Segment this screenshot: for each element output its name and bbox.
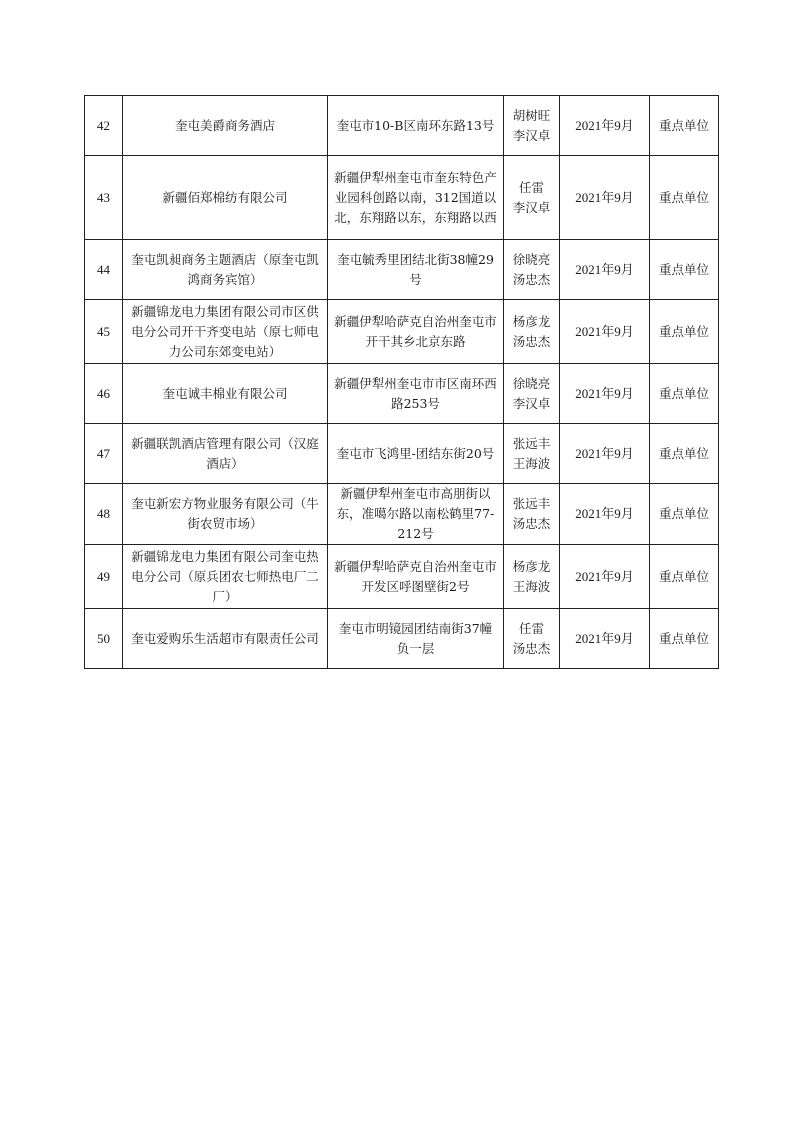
responsible-person: 杨彦龙 <box>512 558 551 574</box>
table-row <box>85 300 719 364</box>
unit-address: 奎屯市10-B区南环东路13号 <box>328 96 504 156</box>
row-number: 49 <box>85 545 123 609</box>
responsible-person: 李汉卓 <box>512 199 551 215</box>
responsible-person: 徐晓亮 <box>512 251 551 267</box>
record-date: 2021年9月 <box>560 364 650 424</box>
table-row <box>85 424 719 484</box>
responsible-person: 任雷 <box>518 179 544 195</box>
unit-address: 奎屯市飞鸿里-团结东街20号 <box>328 424 504 484</box>
record-date: 2021年9月 <box>560 484 650 545</box>
table-row <box>85 484 719 545</box>
responsible-person: 任雷 <box>518 620 544 636</box>
table-row <box>85 609 719 669</box>
row-number: 46 <box>85 364 123 424</box>
responsible-person: 李汉卓 <box>512 395 551 411</box>
table-row <box>85 240 719 300</box>
unit-type: 重点单位 <box>650 545 719 609</box>
unit-type: 重点单位 <box>650 609 719 669</box>
unit-name: 奎屯凯昶商务主题酒店（原奎屯凯鸿商务宾馆） <box>123 240 328 300</box>
unit-name: 奎屯美爵商务酒店 <box>123 96 328 156</box>
table-row <box>85 156 719 240</box>
row-number: 42 <box>85 96 123 156</box>
unit-type: 重点单位 <box>650 364 719 424</box>
unit-type: 重点单位 <box>650 96 719 156</box>
record-date: 2021年9月 <box>560 545 650 609</box>
responsible-person: 杨彦龙 <box>512 313 551 329</box>
responsible-person: 胡树旺 <box>512 107 551 123</box>
unit-name: 奎屯爱购乐生活超市有限责任公司 <box>123 609 328 669</box>
unit-type: 重点单位 <box>650 300 719 364</box>
table-row <box>85 96 719 156</box>
unit-name: 新疆联凯酒店管理有限公司（汉庭酒店） <box>123 424 328 484</box>
responsible-person: 李汉卓 <box>512 127 551 143</box>
row-number: 50 <box>85 609 123 669</box>
responsible-person: 汤忠杰 <box>512 516 551 531</box>
unit-address: 新疆伊犁哈萨克自治州奎屯市开干其乡北京东路 <box>328 300 504 364</box>
unit-address: 新疆伊犁州奎屯市奎东特色产业园科创路以南，312国道以北，东翔路以东，东翔路以西 <box>328 156 504 240</box>
unit-name: 奎屯诚丰棉业有限公司 <box>123 364 328 424</box>
unit-address: 新疆伊犁州奎屯市市区南环西路253号 <box>328 364 504 424</box>
unit-name: 新疆佰郑棉纺有限公司 <box>123 156 328 240</box>
responsible-person: 汤忠杰 <box>512 333 551 349</box>
responsible-person: 汤忠杰 <box>512 271 551 287</box>
responsible-persons <box>504 364 560 424</box>
table-body <box>85 96 719 669</box>
unit-address: 奎屯市明镜园团结南街37幢负一层 <box>328 609 504 669</box>
row-number: 47 <box>85 424 123 484</box>
responsible-persons <box>504 424 560 484</box>
row-number: 43 <box>85 156 123 240</box>
responsible-persons <box>504 484 560 545</box>
table-row <box>85 545 719 609</box>
responsible-person: 汤忠杰 <box>512 640 551 656</box>
unit-address: 奎屯毓秀里团结北街38幢29号 <box>328 240 504 300</box>
unit-address: 新疆伊犁州奎屯市高朋街以东，准噶尔路以南松鹤里77-212号 <box>328 484 504 545</box>
record-date: 2021年9月 <box>560 424 650 484</box>
record-date: 2021年9月 <box>560 609 650 669</box>
responsible-person: 徐晓亮 <box>512 375 551 391</box>
table-row <box>85 364 719 424</box>
unit-name: 新疆锦龙电力集团有限公司市区供电分公司开干齐变电站（原七师电力公司东郊变电站） <box>123 300 328 364</box>
unit-type: 重点单位 <box>650 156 719 240</box>
responsible-persons <box>504 300 560 364</box>
unit-name: 奎屯新宏方物业服务有限公司（牛街农贸市场） <box>123 484 328 545</box>
row-number: 48 <box>85 484 123 545</box>
record-date: 2021年9月 <box>560 96 650 156</box>
unit-type: 重点单位 <box>650 484 719 545</box>
responsible-person: 张远丰 <box>512 435 551 451</box>
record-date: 2021年9月 <box>560 240 650 300</box>
row-number: 44 <box>85 240 123 300</box>
responsible-persons <box>504 96 560 156</box>
responsible-person: 王海波 <box>512 578 551 594</box>
responsible-persons <box>504 609 560 669</box>
key-units-table <box>84 95 719 669</box>
record-date: 2021年9月 <box>560 300 650 364</box>
responsible-person: 王海波 <box>512 455 551 471</box>
responsible-persons <box>504 240 560 300</box>
responsible-persons <box>504 545 560 609</box>
unit-name: 新疆锦龙电力集团有限公司奎屯热电分公司（原兵团农七师热电厂二厂） <box>123 545 328 609</box>
unit-address: 新疆伊犁哈萨克自治州奎屯市开发区呼图壁街2号 <box>328 545 504 609</box>
unit-type: 重点单位 <box>650 240 719 300</box>
responsible-persons <box>504 156 560 240</box>
responsible-person: 张远丰 <box>512 496 551 511</box>
unit-type: 重点单位 <box>650 424 719 484</box>
record-date: 2021年9月 <box>560 156 650 240</box>
row-number: 45 <box>85 300 123 364</box>
